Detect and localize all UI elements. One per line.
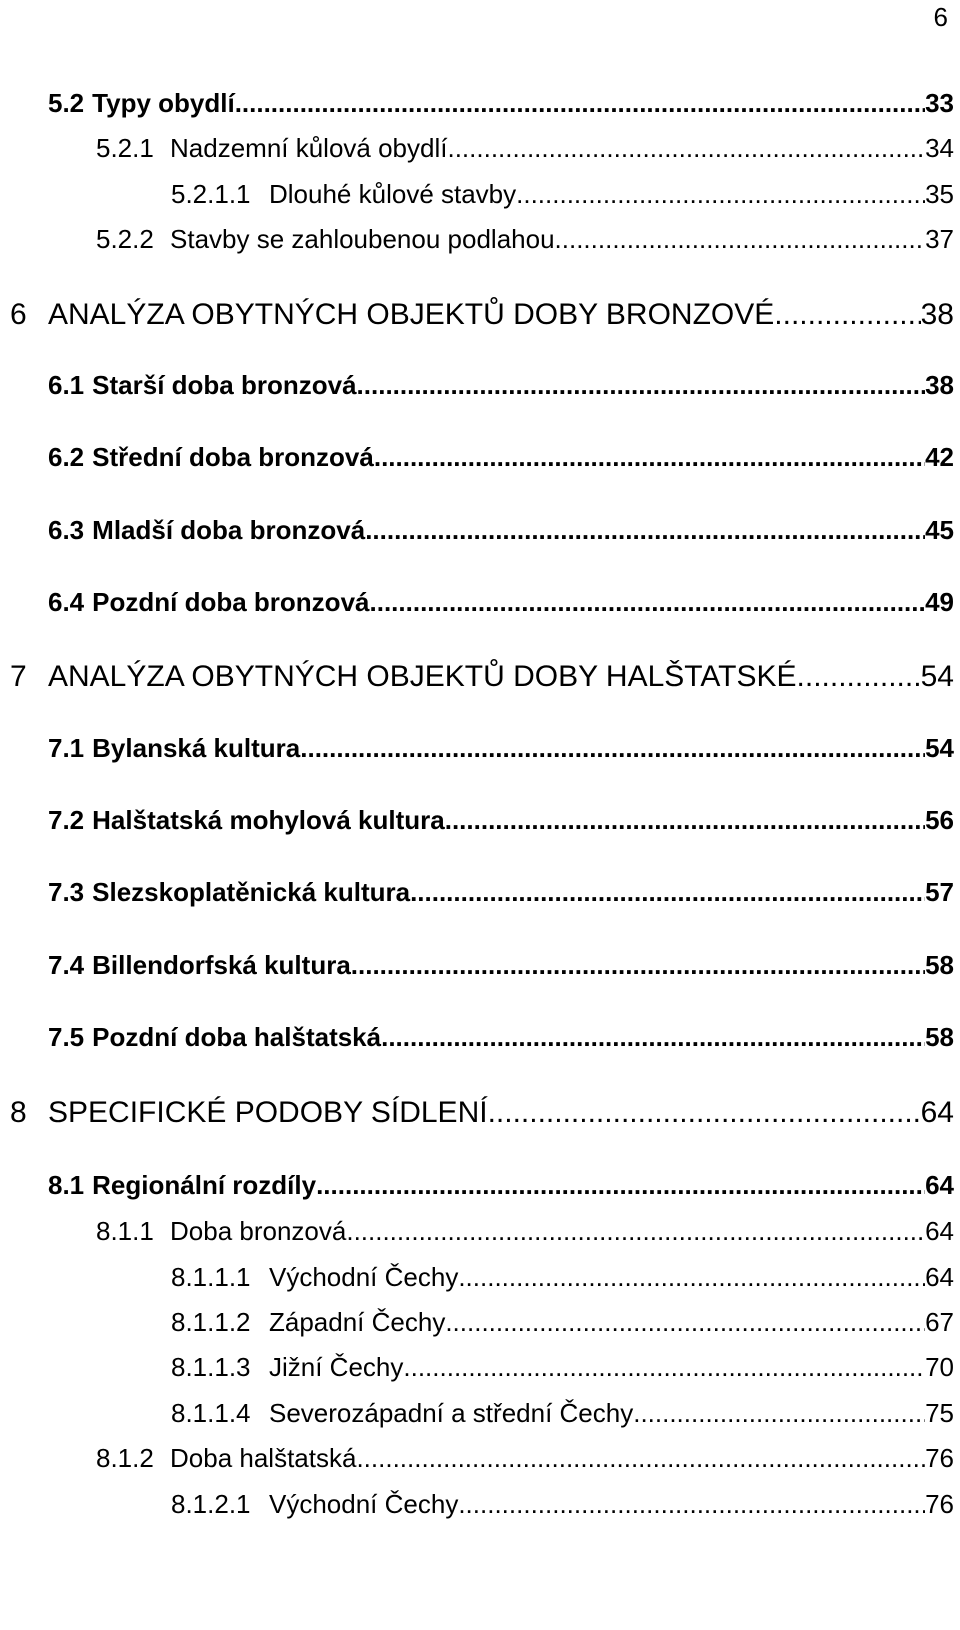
toc-entry-page: 54 [925,733,954,763]
toc-entry-number: 6.3 [48,515,85,545]
toc-entry[interactable] [171,1352,954,1383]
toc-entry-title: Billendorfská kultura [92,950,351,980]
toc-dot-leader [445,805,925,836]
toc-entry[interactable] [171,179,954,210]
toc-entry-title: Stavby se zahloubenou podlahou [170,224,555,254]
toc-entry-page: 38 [920,298,954,331]
toc-entry[interactable] [48,1170,954,1201]
toc-entry[interactable] [48,950,954,981]
toc-entry[interactable] [171,1307,954,1338]
toc-dot-leader [370,587,926,618]
toc-entry-title: Doba bronzová [170,1216,347,1246]
toc-dot-leader [774,298,920,332]
toc-entry[interactable] [10,660,954,694]
toc-dot-leader [445,1307,925,1338]
toc-entry[interactable] [171,1489,954,1520]
toc-dot-leader [516,179,925,210]
toc-dot-leader [357,370,926,401]
toc-entry[interactable] [48,733,954,764]
toc-entry[interactable] [48,587,954,618]
page-number: 6 [933,2,948,32]
toc-entry-title: ANALÝZA OBYTNÝCH OBJEKTŮ DOBY HALŠTATSKÉ [48,660,797,693]
toc-entry-number: 6.4 [48,587,85,617]
toc-entry-page: 76 [925,1489,954,1519]
toc-entry-title: Dlouhé kůlové stavby [269,179,517,209]
toc-entry-number: 8.1.1.3 [171,1352,251,1382]
toc-entry-page: 56 [925,805,954,835]
toc-entry-number: 6 [10,298,27,331]
toc-entry-page: 70 [925,1352,954,1382]
toc-dot-leader [458,1262,925,1293]
toc-dot-leader [488,1096,921,1130]
toc-entry-page: 33 [925,88,954,118]
toc-entry-number: 7.1 [48,733,85,763]
toc-entry[interactable] [96,224,954,255]
toc-entry[interactable] [48,370,954,401]
toc-entry[interactable] [48,88,954,119]
toc-dot-leader [410,877,925,908]
toc-dot-leader [458,1489,925,1520]
toc-entry-page: 64 [925,1262,954,1292]
toc-entry-page: 57 [925,877,954,907]
toc-entry[interactable] [171,1398,954,1429]
toc-dot-leader [300,733,925,764]
toc-dot-leader [346,1216,925,1247]
toc-entry-page: 37 [925,224,954,254]
toc-entry-page: 75 [925,1398,954,1428]
toc-entry-number: 7.2 [48,805,85,835]
toc-entry-number: 6.1 [48,370,85,400]
toc-dot-leader [356,1443,925,1474]
toc-entry[interactable] [48,877,954,908]
toc-entry-page: 35 [925,179,954,209]
toc-entry-title: Nadzemní kůlová obydlí [170,133,448,163]
toc-entry-page: 54 [920,660,954,693]
toc-entry-title: Pozdní doba halštatská [92,1022,382,1052]
toc-dot-leader [365,515,925,546]
toc-entry-number: 8 [10,1096,27,1129]
toc-entry-page: 64 [925,1216,954,1246]
toc-entry-number: 5.2.2 [96,224,154,254]
toc-entry-title: Starší doba bronzová [92,370,357,400]
toc-entry-page: 42 [925,442,954,472]
toc-entry-title: SPECIFICKÉ PODOBY SÍDLENÍ [48,1096,488,1129]
toc-entry-page: 58 [925,950,954,980]
toc-entry-number: 8.1.1.1 [171,1262,251,1292]
toc-entry-title: Typy obydlí [92,88,235,118]
toc-entry-page: 34 [925,133,954,163]
toc-entry-title: Regionální rozdíly [92,1170,317,1200]
toc-entry-number: 8.1.2 [96,1443,154,1473]
toc-dot-leader [555,224,926,255]
toc-dot-leader [633,1398,925,1429]
toc-entry-page: 76 [925,1443,954,1473]
toc-entry-number: 5.2.1.1 [171,179,251,209]
toc-dot-leader [381,1022,925,1053]
toc-entry-page: 38 [925,370,954,400]
toc-entry-title: Mladší doba bronzová [92,515,366,545]
toc-entry-number: 7 [10,660,27,693]
toc-entry[interactable] [48,1022,954,1053]
toc-entry[interactable] [96,1443,954,1474]
toc-entry-number: 8.1.1.2 [171,1307,251,1337]
toc-entry-number: 7.5 [48,1022,85,1052]
toc-entry-number: 6.2 [48,442,85,472]
toc-dot-leader [447,133,925,164]
toc-entry-number: 7.4 [48,950,85,980]
toc-entry-title: Doba halštatská [170,1443,357,1473]
toc-dot-leader [797,660,921,694]
toc-entry-title: Bylanská kultura [92,733,301,763]
toc-entry-number: 5.2.1 [96,133,154,163]
toc-entry-number: 8.1.1 [96,1216,154,1246]
toc-entry-number: 8.1.1.4 [171,1398,251,1428]
toc-dot-leader [316,1170,925,1201]
toc-entry-title: Severozápadní a střední Čechy [269,1398,634,1428]
toc-entry[interactable] [96,1216,954,1247]
toc-entry-page: 64 [920,1096,954,1129]
toc-entry-number: 8.1 [48,1170,85,1200]
toc-entry[interactable] [96,133,954,164]
toc-entry-page: 58 [925,1022,954,1052]
toc-entry-number: 7.3 [48,877,85,907]
toc-dot-leader [403,1352,925,1383]
toc-entry-title: Slezskoplatěnická kultura [92,877,411,907]
toc-dot-leader [351,950,925,981]
toc-entry-page: 49 [925,587,954,617]
toc-entry[interactable] [48,442,954,473]
toc-entry-number: 5.2 [48,88,85,118]
toc-entry-page: 67 [925,1307,954,1337]
toc-entry-title: Západní Čechy [269,1307,446,1337]
toc-entry[interactable] [48,515,954,546]
toc-entry-title: ANALÝZA OBYTNÝCH OBJEKTŮ DOBY BRONZOVÉ [48,298,775,331]
toc-entry-title: Střední doba bronzová [92,442,374,472]
toc-entry[interactable] [10,1096,954,1130]
toc-entry[interactable] [48,805,954,836]
toc-entry[interactable] [10,298,954,332]
toc-entry-page: 45 [925,515,954,545]
toc-entry-number: 8.1.2.1 [171,1489,251,1519]
toc-entry-title: Pozdní doba bronzová [92,587,370,617]
toc-entry-page: 64 [925,1170,954,1200]
toc-entry[interactable] [171,1262,954,1293]
toc-dot-leader [374,442,925,473]
toc-entry-title: Východní Čechy [269,1262,459,1292]
toc-entry-title: Jižní Čechy [269,1352,404,1382]
toc-dot-leader [235,88,925,119]
toc-entry-title: Halštatská mohylová kultura [92,805,445,835]
toc-entry-title: Východní Čechy [269,1489,459,1519]
